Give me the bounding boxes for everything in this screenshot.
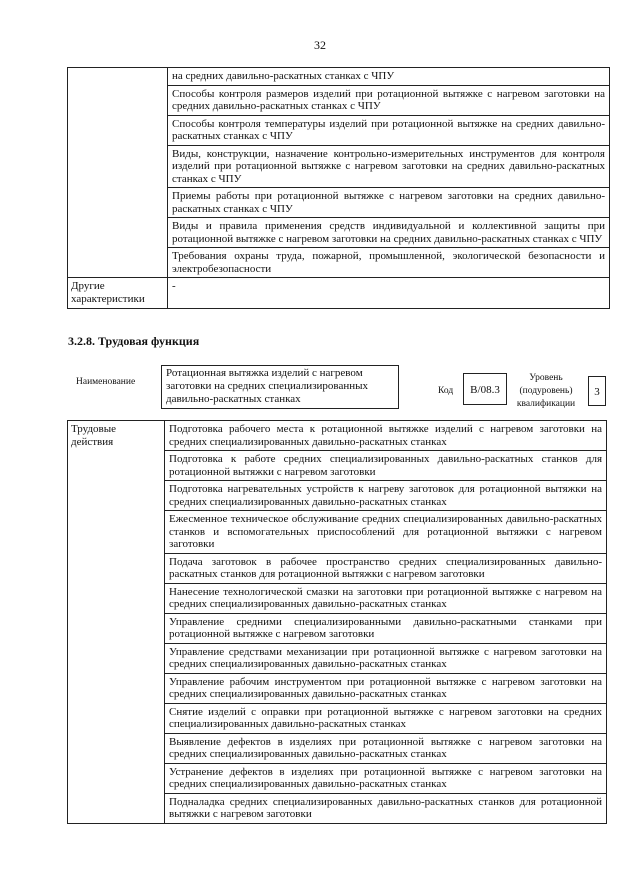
table-cell: Подготовка нагревательных устройств к нагреву заготовок для ротационной вытяжки на средних специализированных давильно-раскатных станках [165,481,607,511]
labor-actions-label: Трудовые действия [68,421,165,824]
function-name-box: Ротационная вытяжка изделий с нагревом заготовки на средних специализированных давильно-раскатных станках [161,365,399,409]
other-characteristics-label: Другие характеристики [68,278,168,309]
level-box: 3 [588,376,606,406]
table-cell: Выявление дефектов в изделиях при ротационной вытяжке с нагревом заготовки на средних специализированных давильно-раскатных станках [165,733,607,763]
table-row [68,278,610,309]
table-cell: Устранение дефектов в изделиях при ротационной вытяжке с нагревом заготовки на средних специализированных давильно-раскатных станках [165,763,607,793]
other-characteristics-value: - [168,278,610,309]
labor-actions-table [67,420,607,824]
code-label: Код [438,386,454,396]
table-cell: Приемы работы при ротационной вытяжке с нагревом заготовки на средних давильно-раскатных станках с ЧПУ [168,188,610,218]
name-label: Наименование [76,377,136,387]
table-cell: Способы контроля температуры изделий при ротационной вытяжке на средних давильно-раскатных станках с ЧПУ [168,115,610,145]
table-cell: Управление средними специализированными давильно-раскатными станками при ротационной вытяжке с нагревом заготовки [165,613,607,643]
table-cell: Виды и правила применения средств индивидуальной и коллективной защиты при ротационной вытяжке с нагревом заготовки на средних давильно-раскатных станках с ЧПУ [168,218,610,248]
table-cell: Виды, конструкции, назначение контрольно-измерительных инструментов для контроля изделий при ротационной вытяжке с нагревом заготовки на средних давильно-раскатных станках с ЧПУ [168,145,610,188]
code-box: B/08.3 [463,373,507,405]
table-cell: Снятие изделий с оправки при ротационной вытяжке с нагревом заготовки на средних специализированных давильно-раскатных станках [165,703,607,733]
table-cell: Подготовка рабочего места к ротационной вытяжке изделий с нагревом заготовки на средних специализированных давильно-раскатных станках [165,421,607,451]
table-row [68,68,610,86]
table-cell: Способы контроля размеров изделий при ротационной вытяжке с нагревом заготовки на средних давильно-раскатных станках с ЧПУ [168,85,610,115]
label-cell-empty [68,68,168,278]
table-cell: Требования охраны труда, пожарной, промышленной, экологической безопасности и электробезопасности [168,248,610,278]
table-row [68,421,607,451]
table-cell: Управление средствами механизации при ротационной вытяжке с нагревом заготовки на средних специализированных давильно-раскатных станках [165,643,607,673]
level-label: Уровень (подуровень) квалификации [516,373,576,409]
table-cell: на средних давильно-раскатных станках с ЧПУ [168,68,610,86]
table-cell: Нанесение технологической смазки на заготовки при ротационной вытяжке с нагревом на средних специализированных давильно-раскатных станках [165,583,607,613]
section-title: 3.2.8. Трудовая функция [68,334,200,348]
table-cell: Подача заготовок в рабочее пространство средних специализированных давильно-раскатных станков для ротационной вытяжки с нагревом заготовки [165,553,607,583]
table-cell: Подналадка средних специализированных давильно-раскатных станков для ротационной вытяжки с нагревом заготовки [165,793,607,823]
table-cell: Управление рабочим инструментом при ротационной вытяжке с нагревом заготовки на средних специализированных давильно-раскатных станках [165,673,607,703]
table-cell: Подготовка к работе средних специализированных давильно-раскатных станков для ротационной вытяжки с нагревом заготовки [165,451,607,481]
table-cell: Ежесменное техническое обслуживание средних специализированных давильно-раскатных станков и вспомогательных приспособлений для ротационной вытяжки с нагревом заготовки [165,511,607,554]
page-number: 32 [314,38,326,52]
knowledge-table-continuation [67,67,610,309]
